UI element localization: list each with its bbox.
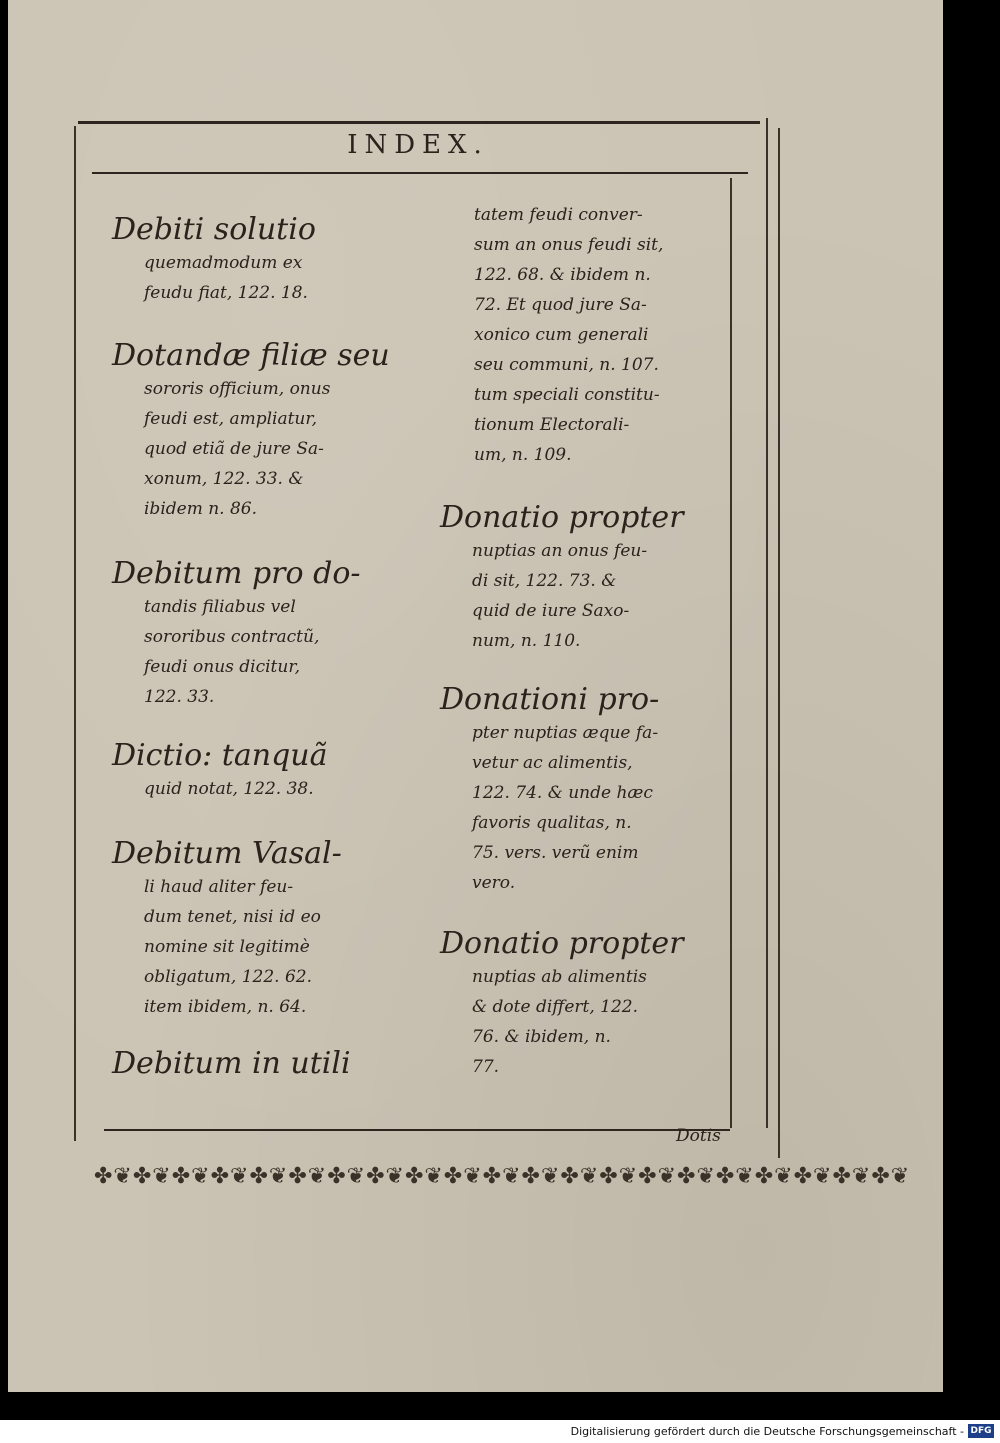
catchword: Dotis [676, 1126, 721, 1146]
entry-head: Dotandæ filiæ seu [112, 338, 390, 373]
entry-head: Debitum Vasal- [112, 836, 342, 871]
entry-head: Debitum in utili [112, 1046, 351, 1081]
entry-head: Donatio propter [440, 926, 684, 961]
entry-body: nuptias an onus feu- di sit, 122. 73. & quid de iure Saxo- num, n. 110. [472, 541, 648, 651]
entry-body: li haud aliter feu- dum tenet, nisi id eo nomine sit legitimè obligatum, 122. 62. item ibidem, n. 64. [144, 877, 321, 1017]
entry-body: quemadmodum ex feudu fiat, 122. 18. [144, 253, 308, 303]
index-entry [440, 500, 730, 656]
book-page [8, 0, 943, 1392]
entry-head: Debitum pro do- [112, 556, 361, 591]
top-rule [78, 121, 760, 124]
frame-left-rule [74, 126, 76, 1141]
index-entry [112, 338, 402, 524]
index-entry [112, 836, 402, 1022]
page-header: INDEX. [347, 130, 489, 160]
footer-credit: Digitalisierung gefördert durch die Deutsche Forschungsgemeinschaft - [570, 1425, 964, 1438]
entry-body: sororis officium, onus feudi est, ampliatur, quod etiã de jure Sa- xonum, 122. 33. & ibidem n. 86. [144, 379, 331, 519]
bottom-rule [104, 1129, 730, 1131]
index-entry [440, 926, 730, 1082]
column-divider [730, 178, 732, 1128]
entry-head: Debiti solutio [112, 212, 316, 247]
entry-body: pter nuptias æque fa- vetur ac alimentis, 122. 74. & unde hæc favoris qualitas, n. 75. vers. verũ enim vero. [472, 723, 659, 893]
entry-head: Donationi pro- [440, 682, 660, 717]
index-entry [440, 682, 730, 898]
index-entry [112, 556, 402, 712]
ornament-border: ✤❦✤❦✤❦✤❦✤❦✤❦✤❦✤❦✤❦✤❦✤❦✤❦✤❦✤❦✤❦✤❦✤❦✤❦✤❦✤❦✤❦ [94, 1164, 911, 1189]
index-entry [112, 1046, 402, 1082]
entry-body: quid notat, 122. 38. [144, 779, 314, 799]
index-entry [112, 212, 402, 308]
frame-right-rule [766, 118, 768, 1128]
dfg-logo-icon: DFG [968, 1424, 994, 1438]
index-entry [112, 738, 402, 804]
outer-right-rule [778, 128, 780, 1158]
entry-continuation: tatem feudi conver- sum an onus feudi sit, 122. 68. & ibidem n. 72. Et quod jure Sa- xonico cum generali seu communi, n. 107. tum speciali constitu- tionum Electorali- um, n. 109. [474, 205, 664, 465]
entry-head: Donatio propter [440, 500, 684, 535]
entry-body: nuptias ab alimentis & dote differt, 122. 76. & ibidem, n. 77. [472, 967, 647, 1077]
entry-body: tandis filiabus vel sororibus contractũ, feudi onus dicitur, 122. 33. [144, 597, 320, 707]
entry-head: Dictio: tanquã [112, 738, 328, 773]
header-rule [92, 172, 748, 174]
